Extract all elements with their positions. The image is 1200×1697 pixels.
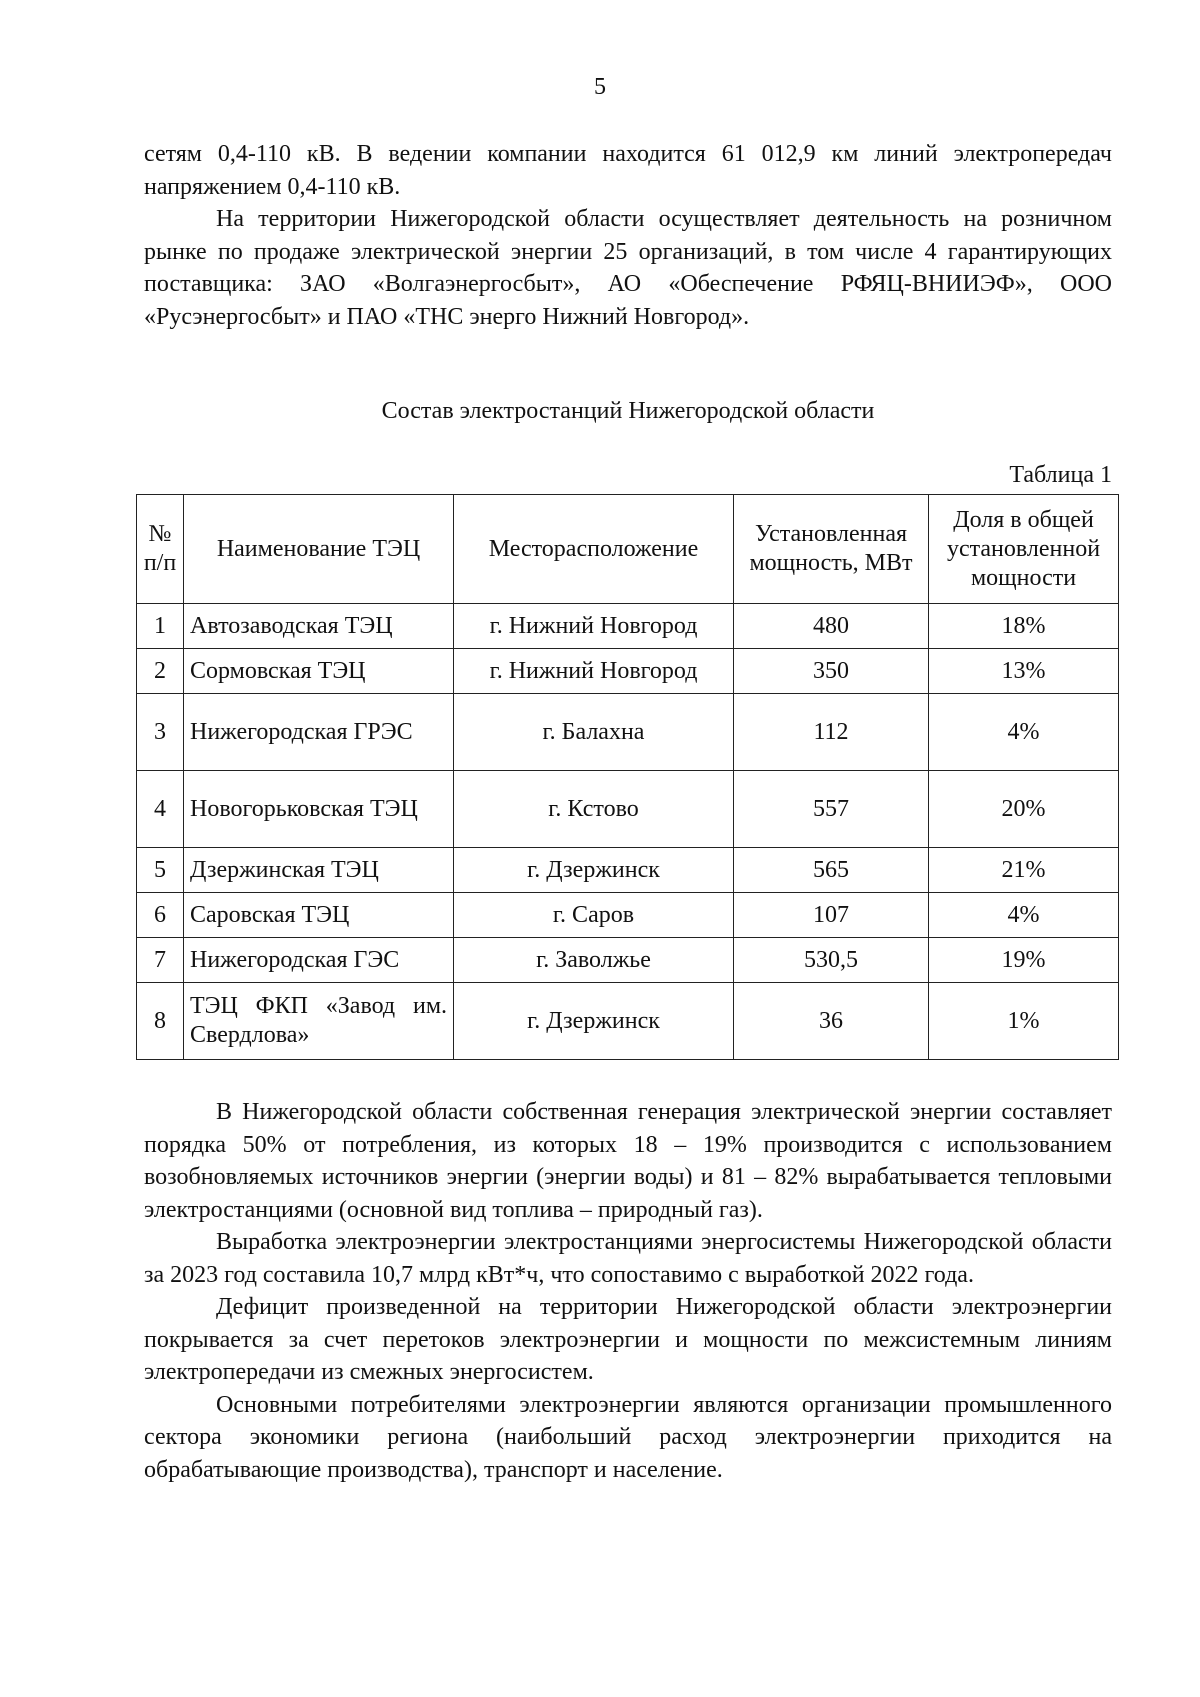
- cell-location: г. Нижний Новгород: [454, 604, 734, 649]
- cell-name: ТЭЦ ФКП «Завод им. Свердлова»: [184, 983, 454, 1060]
- power-stations-table: [136, 494, 1119, 1060]
- cell-name: Новогорьковская ТЭЦ: [184, 771, 454, 848]
- cell-capacity: 112: [734, 694, 929, 771]
- paragraph-consumers: Основными потребителями электроэнергии являются организации промышленного сектора экономики региона (наибольший расход электроэнергии приходится на обрабатывающие производства), транспорт и население.: [144, 1391, 1112, 1483]
- cell-num: 1: [137, 604, 184, 649]
- paragraph-output-2023: Выработка электроэнергии электростанциями энергосистемы Нижегородской области за 2023 год составила 10,7 млрд кВт*ч, что сопоставимо с выработкой 2022 года.: [144, 1229, 1112, 1288]
- paragraph-deficit: Дефицит произведенной на территории Нижегородской области электроэнергии покрывается за счет перетоков электроэнергии и мощности по межсистемным линиям электропередачи из смежных энергосистем.: [144, 1294, 1112, 1385]
- cell-share: 19%: [929, 938, 1119, 983]
- cell-num: 6: [137, 893, 184, 938]
- cell-location: г. Кстово: [454, 771, 734, 848]
- cell-name: Саровская ТЭЦ: [184, 893, 454, 938]
- cell-capacity: 350: [734, 649, 929, 694]
- cell-share: 21%: [929, 848, 1119, 893]
- cell-share: 13%: [929, 649, 1119, 694]
- cell-name: Нижегородская ГЭС: [184, 938, 454, 983]
- cell-share: 1%: [929, 983, 1119, 1060]
- cell-capacity: 107: [734, 893, 929, 938]
- bottom-text: [144, 1096, 1112, 1486]
- header-num: № п/п: [137, 495, 184, 604]
- cell-location: г. Балахна: [454, 694, 734, 771]
- paragraph-retail-market: На территории Нижегородской области осуществляет деятельность на розничном рынке по продаже электрической энергии 25 организаций, в том числе 4 гарантирующих поставщика: ЗАО «Волгаэнергосбыт», АО «Обеспечение РФЯЦ-ВНИИЭФ», ООО «Русэнергосбыт» и ПАО «ТНС энерго Нижний Новгород».: [144, 206, 1112, 330]
- table-row: [137, 694, 1119, 771]
- cell-share: 18%: [929, 604, 1119, 649]
- table-title: Состав электростанций Нижегородской области: [381, 398, 875, 424]
- cell-name: Нижегородская ГРЭС: [184, 694, 454, 771]
- cell-capacity: 565: [734, 848, 929, 893]
- table-row: [137, 604, 1119, 649]
- table-row: [137, 938, 1119, 983]
- cell-share: 20%: [929, 771, 1119, 848]
- cell-location: г. Нижний Новгород: [454, 649, 734, 694]
- cell-capacity: 530,5: [734, 938, 929, 983]
- table-row: [137, 649, 1119, 694]
- cell-name: Дзержинская ТЭЦ: [184, 848, 454, 893]
- paragraph-generation: В Нижегородской области собственная генерация электрической энергии составляет порядка 50% от потребления, из которых 18 – 19% производится с использованием возобновляемых источников энергии (энергии воды) и 81 – 82% вырабатывается тепловыми электростанциями (основной вид топлива – природный газ).: [144, 1099, 1112, 1223]
- cell-name: Автозаводская ТЭЦ: [184, 604, 454, 649]
- cell-location: г. Дзержинск: [454, 848, 734, 893]
- table-row: [137, 893, 1119, 938]
- cell-capacity: 36: [734, 983, 929, 1060]
- cell-num: 4: [137, 771, 184, 848]
- cell-num: 2: [137, 649, 184, 694]
- table-label: Таблица 1: [1009, 462, 1112, 488]
- page-number: 5: [594, 74, 606, 100]
- cell-location: г. Дзержинск: [454, 983, 734, 1060]
- cell-share: 4%: [929, 893, 1119, 938]
- cell-num: 5: [137, 848, 184, 893]
- table-row: [137, 983, 1119, 1060]
- header-capacity: Установленная мощность, МВт: [734, 495, 929, 604]
- header-location: Месторасположение: [454, 495, 734, 604]
- cell-capacity: 557: [734, 771, 929, 848]
- table-row: [137, 848, 1119, 893]
- cell-share: 4%: [929, 694, 1119, 771]
- cell-num: 7: [137, 938, 184, 983]
- paragraph-continuation: сетям 0,4-110 кВ. В ведении компании находится 61 012,9 км линий электропередач напряжением 0,4-110 кВ.: [144, 141, 1112, 200]
- table-header-row: [137, 495, 1119, 604]
- cell-capacity: 480: [734, 604, 929, 649]
- header-name: Наименование ТЭЦ: [184, 495, 454, 604]
- table-row: [137, 771, 1119, 848]
- cell-location: г. Заволжье: [454, 938, 734, 983]
- cell-num: 3: [137, 694, 184, 771]
- top-text: [144, 138, 1112, 333]
- cell-name: Сормовская ТЭЦ: [184, 649, 454, 694]
- cell-location: г. Саров: [454, 893, 734, 938]
- cell-num: 8: [137, 983, 184, 1060]
- header-share: Доля в общей установленной мощности: [929, 495, 1119, 604]
